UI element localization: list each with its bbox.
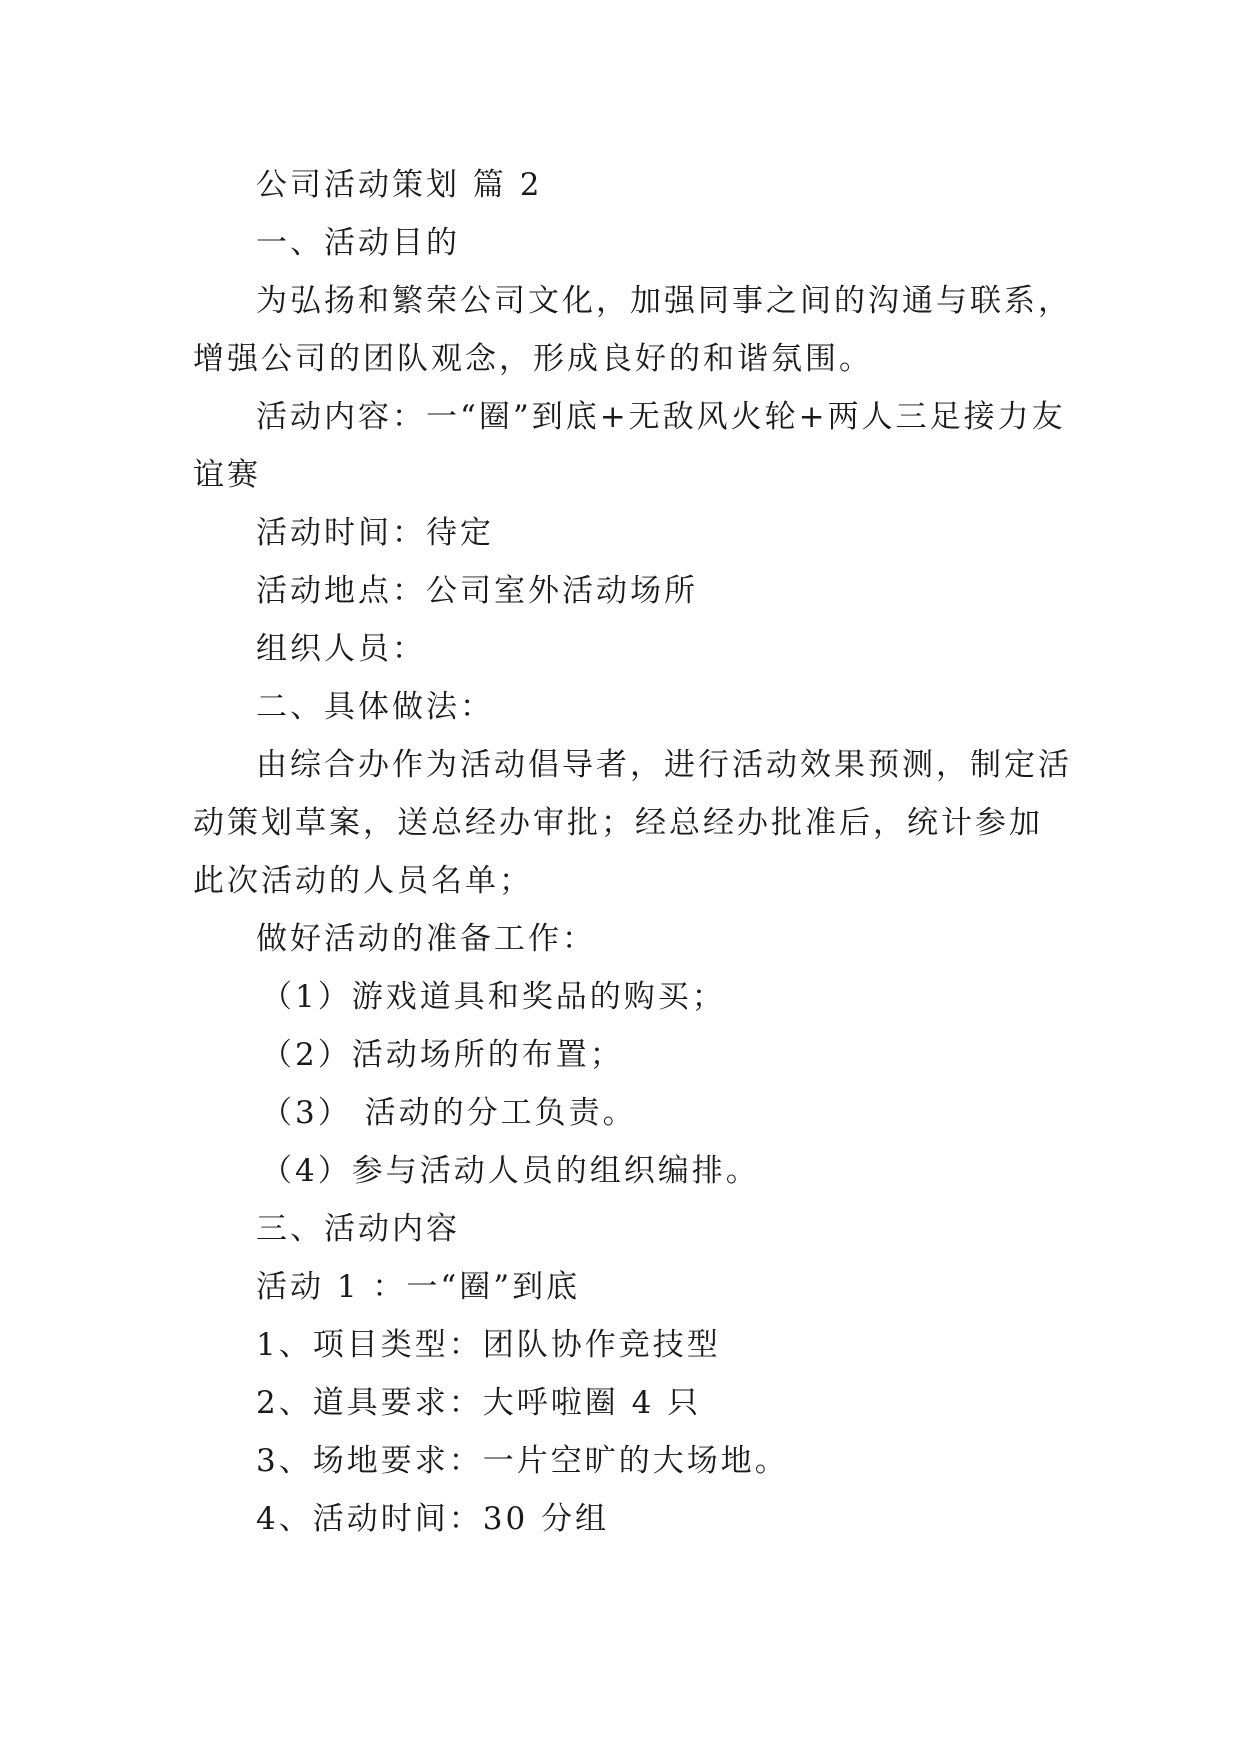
procedure-paragraph: 由综合办作为活动倡导者，进行活动效果预测，制定活动策划草案，送总经办审批；经总经办批准后，统计参加此次活动的人员名单； — [193, 747, 1072, 899]
activity-1-item: 4、活动时间：30 分组 — [256, 1501, 610, 1537]
activity-time-line: 活动时间：待定 — [256, 515, 494, 551]
prep-item: （4）参与活动人员的组织编排。 — [261, 1153, 760, 1189]
organizer-line: 组织人员： — [256, 631, 426, 667]
activity-1-item: 3、场地要求：一片空旷的大场地。 — [256, 1443, 789, 1479]
section-heading-content: 三、活动内容 — [256, 1211, 460, 1247]
document-body — [193, 156, 1073, 1548]
document-title: 公司活动策划 篇 2 — [256, 167, 543, 203]
activity-1-item: 2、道具要求：大呼啦圈 4 只 — [256, 1385, 702, 1421]
prep-item: （1）游戏道具和奖品的购买； — [261, 979, 726, 1015]
activity-1-item: 1、项目类型：团队协作竞技型 — [256, 1327, 721, 1363]
preparation-intro: 做好活动的准备工作： — [256, 921, 596, 957]
prep-item: （3） 活动的分工负责。 — [261, 1095, 637, 1131]
activity-content-paragraph: 活动内容：一“圈”到底+无敌风火轮+两人三足接力友谊赛 — [193, 399, 1066, 493]
purpose-paragraph: 为弘扬和繁荣公司文化，加强同事之间的沟通与联系，增强公司的团队观念，形成良好的和谐氛围。 — [193, 283, 1072, 377]
activity-1-title: 活动 1 ：一“圈”到底 — [256, 1269, 581, 1305]
section-heading-method: 二、具体做法： — [256, 689, 494, 725]
activity-place-line: 活动地点：公司室外活动场所 — [256, 573, 698, 609]
section-heading-purpose: 一、活动目的 — [256, 225, 460, 261]
prep-item: （2）活动场所的布置； — [261, 1037, 624, 1073]
